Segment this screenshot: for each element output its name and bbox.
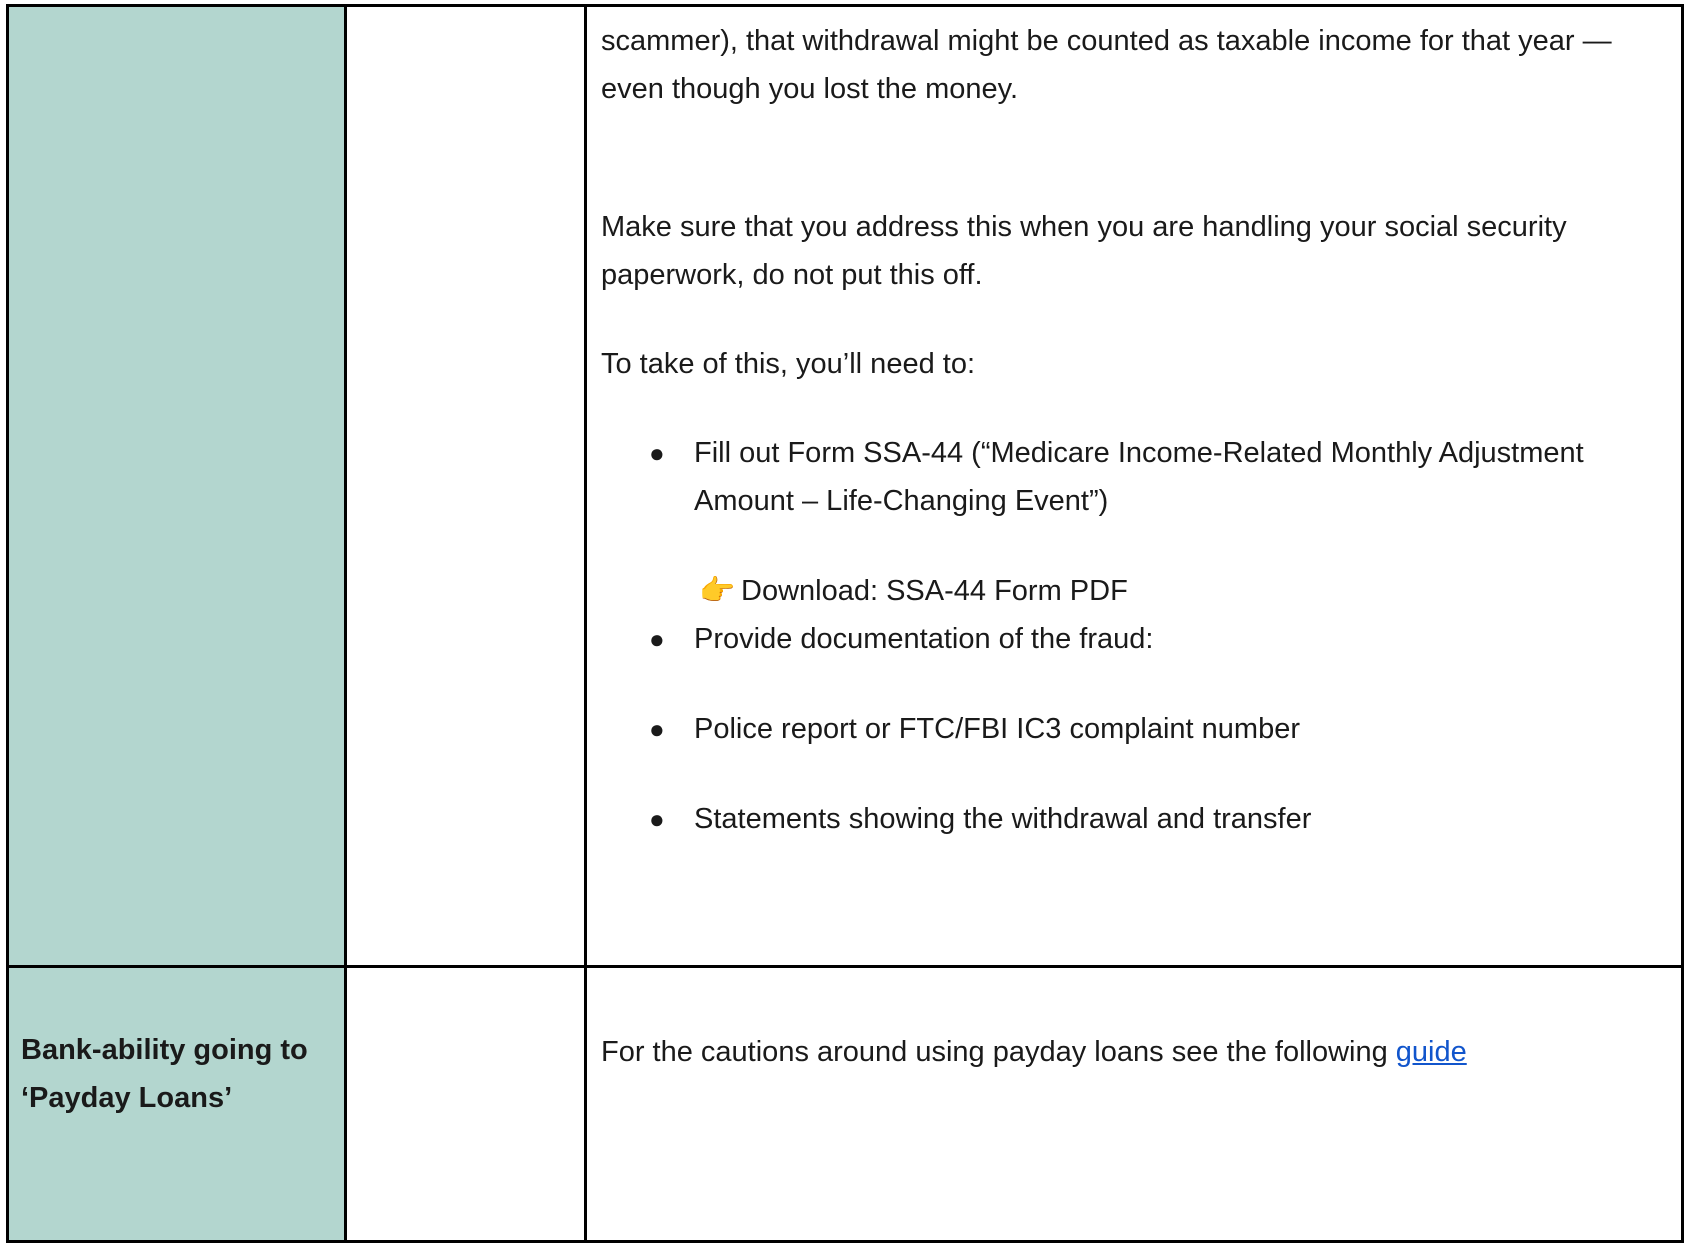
content-cell [586,6,1683,967]
list-item [601,795,1659,843]
download-text: Download: SSA-44 Form PDF [741,575,1128,607]
list-item [601,429,1659,525]
label-cell [8,6,346,967]
bullet-icon: ● [649,804,665,834]
bullet-icon: ● [649,714,665,744]
list-item [601,615,1659,663]
pointing-hand-icon: 👉 [699,575,736,607]
intro-paragraph: scammer), that withdrawal might be counted as taxable income for that year — even though you lost the money. [601,25,1612,105]
payday-loans-text: For the cautions around using payday loans see the following [601,1036,1396,1068]
list-item-text: Provide documentation of the fraud: [694,623,1154,655]
download-line [601,567,1659,615]
reminder-paragraph: Make sure that you address this when you are handling your social security paperwork, do not put this off. [601,211,1567,291]
list-item [601,705,1659,753]
row-label: Bank-ability going to ‘Payday Loans’ [21,1034,308,1114]
bullet-icon: ● [649,438,665,468]
table-row [8,967,1683,1242]
document-table [6,4,1684,1243]
list-item-text: Fill out Form SSA-44 (“Medicare Income-Related Monthly Adjustment Amount – Life-Changing Event”) [694,437,1584,517]
requirements-list [601,429,1659,525]
label-cell [8,967,346,1242]
bullet-icon: ● [649,624,665,654]
guide-link[interactable]: guide [1395,1036,1467,1068]
empty-cell [346,6,586,967]
lead-paragraph: To take of this, you’ll need to: [601,348,975,380]
list-item-text: Police report or FTC/FBI IC3 complaint number [694,713,1300,745]
empty-cell [346,967,586,1242]
table-row [8,6,1683,967]
list-item-text: Statements showing the withdrawal and transfer [694,803,1312,835]
content-cell [586,967,1683,1242]
requirements-list-continued [601,615,1659,843]
